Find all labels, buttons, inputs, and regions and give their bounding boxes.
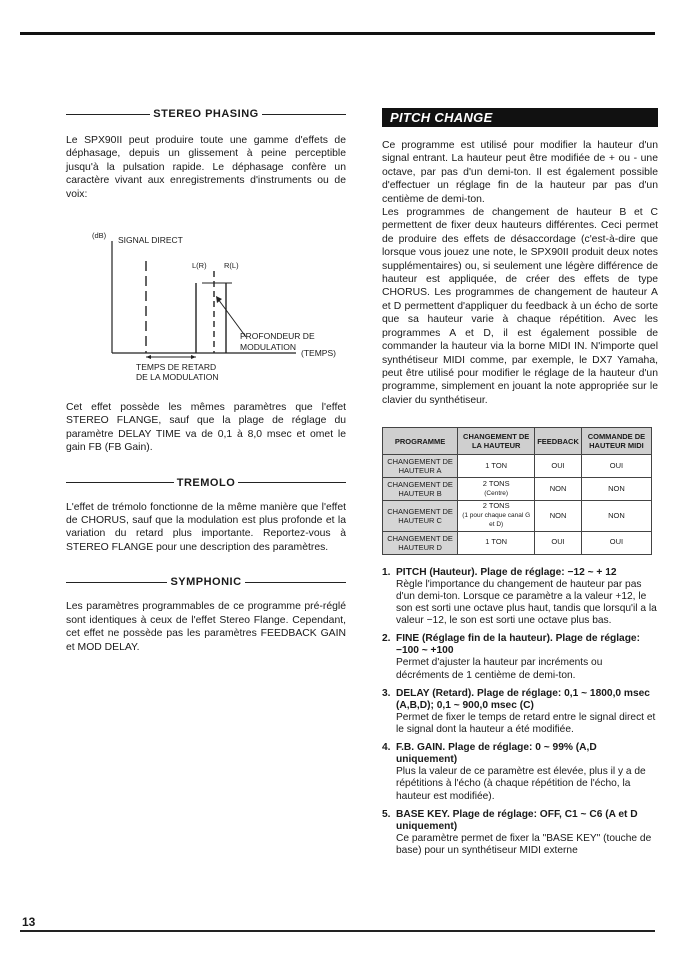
table-row: [383, 531, 652, 554]
stereo-phasing-diagram: [66, 221, 346, 381]
row-feedback: OUI: [535, 531, 582, 554]
left-column: [66, 108, 346, 654]
row-programme: CHANGEMENT DE HAUTEUR C: [383, 501, 458, 532]
header-feedback: FEEDBACK: [535, 428, 582, 455]
param-title: PITCH (Hauteur). Plage de réglage: −12 ~ + 12: [396, 566, 617, 578]
table-row: [383, 455, 652, 478]
page-number: 13: [22, 915, 36, 929]
row-programme: CHANGEMENT DE HAUTEUR A: [383, 455, 458, 478]
table-row: [383, 501, 652, 532]
list-item: 5. BASE KEY. Plage de réglage: OFF, C1 ~ C6 (A et D uniquement) Ce paramètre permet de fixer la "BASE KEY" (touche de base) pour un synthétiseur MIDI externe: [382, 809, 658, 857]
row-feedback: OUI: [535, 455, 582, 478]
symphonic-heading: SYMPHONIC: [66, 576, 346, 588]
table-row: [383, 478, 652, 501]
table-header-row: [383, 428, 652, 455]
list-item: 1. PITCH (Hauteur). Plage de réglage: −12 ~ + 12 Règle l'importance du changement de hauteur par pas d'un demi-ton. Lorsque ce paramètre a la valeur +12, le son est sorti une octave plus haut, tandis que lorsqu'il a la valeur −12, le son est sorti une octave plus bas.: [382, 566, 657, 627]
pitch-change-intro: Ce programme est utilisé pour modifier la hauteur d'un signal entrant. La hauteur peut être modifiée de + ou - une octave, par pas d'un demi-ton. Il est également possible d'effectuer un réglage fin de la hauteur par pas d'un centième de demi-ton.: [382, 140, 658, 205]
param-desc: Plus la valeur de ce paramètre est élevée, plus il y a de répétitions à l'écho (à chaque répétition de l'écho, la hauteur est modifiée).: [396, 766, 646, 802]
header-commande: COMMANDE DE HAUTEUR MIDI: [581, 428, 651, 455]
param-title: DELAY (Retard). Plage de réglage: 0,1 ~ 1800,0 msec (A,B,D); 0,1 ~ 900,0 msec (C): [396, 687, 650, 711]
pitch-change-heading: PITCH CHANGE: [382, 108, 658, 127]
list-item: 4. F.B. GAIN. Plage de réglage: 0 ~ 99% (A,D uniquement) Plus la valeur de ce paramètre est élevée, plus il y a de répétitions à l'écho (à chaque répétition de l'écho, la hauteur est modifiée).: [382, 742, 658, 803]
stereo-phasing-heading: STEREO PHASING: [66, 108, 346, 120]
param-title: FINE (Réglage fin de la hauteur). Plage de réglage: −100 ~ +100: [396, 633, 640, 657]
signal-direct-label: SIGNAL DIRECT: [118, 235, 183, 246]
symphonic-text: Les paramètres programmables de ce programme pré-réglé sont identiques à ceux de l'effet Stereo Flange. Cependant, cet effet ne possède pas les paramètres FEEDBACK GAIN et MOD DELAY.: [66, 601, 346, 653]
lr-label: L(R): [192, 261, 207, 271]
param-title: F.B. GAIN. Plage de réglage: 0 ~ 99% (A,D uniquement): [396, 742, 597, 766]
retard-label-1: TEMPS DE RETARD: [136, 362, 217, 373]
db-label: (dB): [92, 231, 107, 241]
temps-label: (TEMPS): [301, 348, 336, 359]
row-feedback: NON: [535, 501, 582, 532]
row-midi: OUI: [581, 455, 651, 478]
row-midi: NON: [581, 501, 651, 532]
row-midi: NON: [581, 478, 651, 501]
row-midi: OUI: [581, 531, 651, 554]
stereo-phasing-outro: Cet effet possède les mêmes paramètres que l'effet STEREO FLANGE, sauf que la plage de réglage du paramètre DELAY TIME va de 0,1 à 8,0 msec et omet le gain FB (FB Gain).: [66, 402, 346, 454]
row-change: 2 TONS (Centre): [458, 478, 535, 501]
row-change-note: (Centre): [484, 489, 509, 497]
header-changement: CHANGEMENT DE LA HAUTEUR: [458, 428, 535, 455]
param-title: BASE KEY. Plage de réglage: OFF, C1 ~ C6 (A et D uniquement): [396, 808, 638, 832]
top-rule: [20, 32, 655, 35]
profondeur-label-1: PROFONDEUR DE: [240, 331, 315, 342]
param-desc: Règle l'importance du changement de hauteur par pas d'un demi-ton. Lorsque ce paramètre a la valeur +12, le son est sorti une octave plus haut, tandis que lorsqu'il a la valeur −12, le son est sorti une octave plus bas.: [396, 578, 657, 627]
rl-label: R(L): [224, 261, 239, 271]
pitch-change-table: [382, 427, 652, 555]
row-change: 2 TONS (1 pour chaque canal G et D): [458, 501, 535, 532]
right-column: [382, 108, 658, 863]
row-change: 1 TON: [458, 531, 535, 554]
profondeur-label-2: MODULATION: [240, 342, 297, 353]
param-desc: Ce paramètre permet de fixer la "BASE KEY" (touche de base) pour un synthétiseur MIDI externe: [396, 832, 652, 857]
bottom-rule: [20, 930, 655, 932]
param-desc: Permet de fixer le temps de retard entre le signal direct et le signal dont la hauteur a été modifiée.: [396, 711, 656, 736]
param-desc: Permet d'ajuster la hauteur par incréments ou décréments de 1 centième de demi-ton.: [396, 657, 603, 681]
row-feedback: NON: [535, 478, 582, 501]
tremolo-heading: TREMOLO: [66, 477, 346, 489]
list-item: 3. DELAY (Retard). Plage de réglage: 0,1 ~ 1800,0 msec (A,B,D); 0,1 ~ 900,0 msec (C) Permet de fixer le temps de retard entre le signal direct et le signal dont la hauteur a été modifiée.: [382, 688, 658, 736]
pitch-change-intro-2: Les programmes de changement de hauteur B et C permettent de fixer deux hauteurs différentes. Ceci permet de produire des effets de désaccordage (c'est-à-dire que lorsque vous jouez une note, le SPX90II produit deux notes supplémentaires) ou, si seulement une légère différence de hauteur est appliquée, de créer des effets de type CHORUS. Les programmes de changement de hauteur A et D permettent d'appliquer du feedback à un écho de sorte que sa hauteur varie à chaque répétition. Avec les programmes A et D, il est également possible de commander la hauteur via la borne MIDI IN. N'importe quel synthétiseur MIDI comme, par exemple, le DX7 Yamaha, peut être utilisé pour modifier le réglage de la hauteur d'un programme, simplement en jouant la note appropriée sur le clavier du synthétiseur.: [382, 207, 658, 406]
tremolo-text: L'effet de trémolo fonctionne de la même manière que l'effet de CHORUS, sauf que la modulation est plus profonde et la variation du retard plus importante. Reportez-vous à STEREO FLANGE pour une description des paramètres.: [66, 501, 346, 553]
row-change: 1 TON: [458, 455, 535, 478]
retard-label-2: DE LA MODULATION: [136, 372, 219, 383]
row-programme: CHANGEMENT DE HAUTEUR D: [383, 531, 458, 554]
stereo-phasing-intro: Le SPX90II peut produire toute une gamme d'effets de déphasage, depuis un glissement à peine perceptible jusqu'à la pulsation rapide. Le déphasage confère un caractère vivant aux enregistrements d'instruments ou de voix:: [66, 135, 346, 200]
row-programme: CHANGEMENT DE HAUTEUR B: [383, 478, 458, 501]
row-change-note: (1 pour chaque canal G et D): [462, 511, 531, 529]
list-item: 2. FINE (Réglage fin de la hauteur). Plage de réglage: −100 ~ +100 Permet d'ajuster la hauteur par incréments ou décréments de 1 centième de demi-ton.: [382, 633, 658, 681]
header-programme: PROGRAMME: [383, 428, 458, 455]
parameter-list: [382, 567, 658, 858]
